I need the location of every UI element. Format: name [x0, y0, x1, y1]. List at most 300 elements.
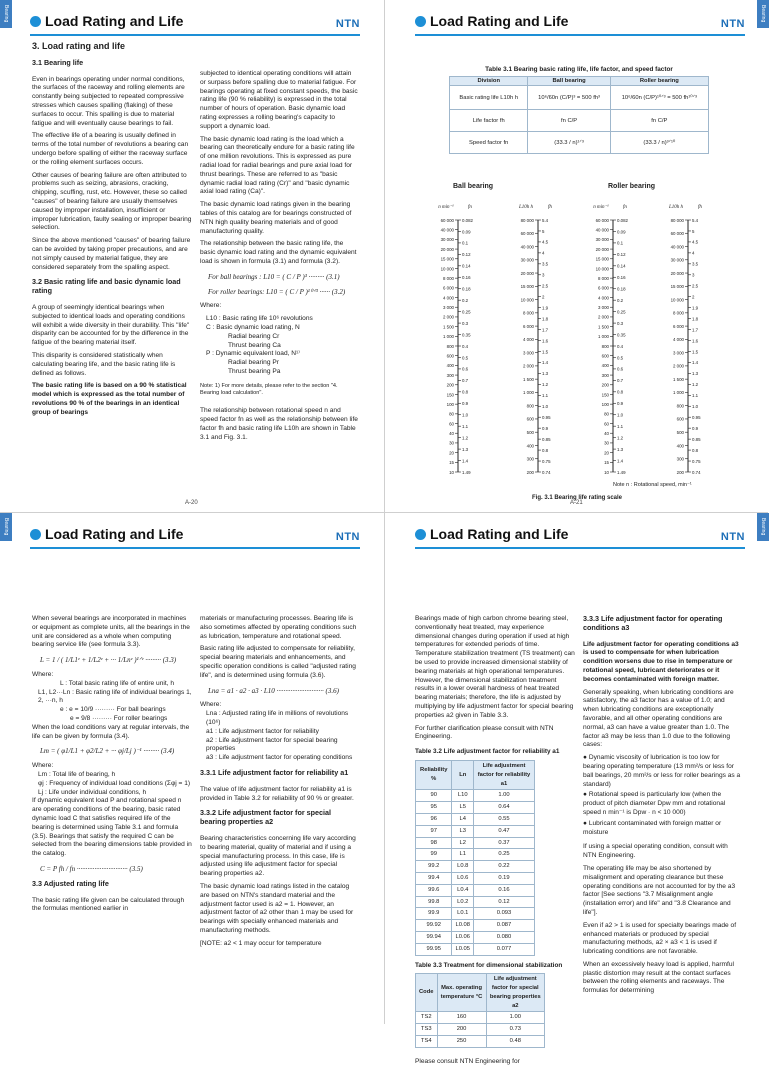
life-factor-scale-label: 5 [692, 228, 695, 234]
life-rating-scale [413, 180, 733, 492]
table-title: Table 3.1 Bearing basic rating life, life factor, and speed factor [485, 66, 673, 73]
speed-scale-label: 1 000 [598, 334, 609, 340]
life-factor-scale-label: 3 [542, 272, 545, 278]
speed-scale-label: 6 000 [598, 285, 609, 291]
table-cell: 99.9 [416, 908, 452, 920]
variable-list [206, 315, 358, 377]
paragraph: When several bearings are incorporated in machines or equipment as complete units, all the bearings in the unit are considered as a whole when computing bearing service life (see formula 3.3). [32, 615, 190, 649]
life-factor-scale-label: 1.8 [542, 316, 549, 322]
life-factor-scale-label: 0.95 [542, 415, 551, 421]
speed-factor-scale-label: 0.35 [617, 332, 626, 338]
paragraph: The relationship between rotational speed n and speed factor fn as well as the relationship between life factor fh and basic rating life L10h are shown in Table 3.1 and Fig. 3.1. [200, 407, 358, 441]
life-scale-label: 80 000 [520, 217, 534, 223]
speed-scale-label: 1 500 [443, 324, 454, 330]
page-header [30, 525, 360, 545]
scale-note: Note n : Rotational speed, min⁻¹ [613, 482, 692, 488]
paragraph: The relationship between the basic rating life, the basic dynamic load rating and the dynamic equivalent load is shown in formula (3.1) and formula (3.2). [200, 240, 357, 265]
life-factor-scale-label: 5 [542, 228, 545, 234]
speed-scale-label: 15 [449, 460, 454, 466]
table-cell: 0.12 [474, 896, 535, 908]
header-rule [415, 34, 745, 36]
speed-scale-label: 40 000 [440, 227, 454, 233]
speed-factor-scale-label: 0.8 [462, 389, 469, 395]
speed-factor-scale-label: 0.25 [617, 309, 626, 315]
table-cell: TS4 [416, 1036, 438, 1048]
row-label: Life factor fh [450, 110, 528, 132]
speed-factor-scale-label: 0.16 [462, 275, 471, 281]
variable-list [200, 701, 358, 763]
life-scale-label: 500 [676, 430, 684, 436]
life-scale-label: 1 000 [523, 390, 534, 396]
life-factor-scale-label: 5.4 [542, 217, 549, 223]
column-left [32, 42, 192, 421]
speed-factor-scale-label: 0.12 [462, 252, 471, 258]
life-factor-scale-label: 4 [542, 250, 545, 256]
scale-heading: L10h h [518, 205, 534, 210]
table-row [416, 896, 535, 908]
speed-factor-scale-label: 0.5 [462, 355, 469, 361]
speed-factor-scale-label: 1.2 [617, 435, 624, 441]
bullet-icon [415, 16, 426, 27]
table-cell: 0.55 [474, 813, 535, 825]
column-right [583, 615, 741, 1000]
ntn-logo: NTN [335, 18, 360, 30]
row-label: Speed factor fn [450, 132, 528, 154]
speed-factor-scale-label: 1.49 [617, 469, 626, 475]
page-header [30, 12, 360, 32]
speed-factor-scale-label: 0.082 [617, 217, 628, 223]
table-title: Table 3.3 Treatment for dimensional stabilization [415, 961, 563, 969]
table-row [416, 825, 535, 837]
page-title: Load Rating and Life [45, 526, 184, 542]
paragraph: The basic dynamic load ratings given in the bearing tables of this catalog are for bearings constructed of NTN high quality bearing materials and of good manufacturing quality. [200, 201, 352, 235]
table-title: Table 3.2 Life adjustment factor for reliability a1 [415, 748, 560, 756]
variable-item: L10 : Basic rating life 10⁶ revolutions [206, 315, 313, 323]
life-factor-scale-label: 1.3 [692, 371, 699, 377]
speed-factor-scale-label: 1.2 [462, 435, 469, 441]
life-factor-scale-label: 1.0 [692, 404, 699, 410]
table-cell: 99.8 [416, 896, 452, 908]
paragraph: materials or manufacturing processes. Bearing life is also sometimes affected by operating conditions such as lubrication, temperature and rotational speed. [200, 615, 357, 640]
reliability-table [415, 760, 535, 956]
table-cell: L2 [452, 837, 474, 849]
speed-factor-scale-label: 1.1 [462, 423, 469, 429]
speed-factor-scale-label: 0.4 [462, 343, 469, 349]
table-cell: 0.25 [474, 849, 535, 861]
speed-factor-scale-label: 1.3 [462, 446, 469, 452]
table-cell: L0.2 [452, 896, 474, 908]
life-scale-label: 4 000 [523, 337, 534, 343]
paragraph: Bearings made of high carbon chrome bearing steel, conventionally heat treated, may experience dimensional changes during operation if used at high temperatures for extended periods of time. Temperature stabilization treatment (TS treatment) can be used to provide increased dimensional stability of bearing materials at high operational temperatures. However, the dimensional stabilization treatment results in a lower overall hardness of heat treated bearing materials; therefore, the life is adjusted by multiplying by life adjustment factor for special bearing properties a2 given in Table 3.3. [415, 615, 575, 719]
life-factor-scale-label: 1.7 [692, 327, 699, 333]
speed-factor-scale-label: 0.6 [617, 366, 624, 372]
table-cell: 0.077 [474, 943, 535, 955]
life-factor-scale-label: 2.5 [542, 283, 549, 289]
life-factor-scale-label: 0.74 [692, 469, 701, 475]
life-factor-scale-label: 1.8 [692, 316, 699, 322]
table-cell: 98 [416, 837, 452, 849]
scale-heading: fn [468, 205, 472, 210]
table-cell: TS2 [416, 1012, 438, 1024]
table-cell: 99.4 [416, 872, 452, 884]
row-label: Basic rating life L10h h [450, 86, 528, 110]
variable-item: a3 : Life adjustment factor for operating conditions [206, 754, 353, 762]
life-factor-scale-label: 4 [692, 250, 695, 256]
paragraph: Since the above mentioned "causes" of bearing failure can be avoided by taking proper precautions, and are not simply caused by material fatigue, they are considered separately from the spalling aspect. [32, 237, 191, 271]
table-cell: L0.08 [452, 920, 474, 932]
column-right [200, 70, 358, 446]
speed-scale-label: 150 [601, 392, 609, 398]
life-factor-scale-label: 2 [692, 294, 695, 300]
life-factor-scale-label: 1.0 [542, 404, 549, 410]
paragraph: [NOTE: a2 < 1 may occur for temperature [200, 939, 322, 947]
paragraph: The basic rating life is based on a 90 % statistical model which is expressed as the total number of revolutions 90 % of the bearings in an identical group of bearings [32, 382, 187, 416]
speed-scale-label: 150 [446, 392, 454, 398]
speed-factor-scale-label: 1.3 [617, 446, 624, 452]
side-tab: Bearing [757, 513, 769, 541]
table-cell: L1 [452, 849, 474, 861]
paragraph: The basic dynamic load ratings listed in the catalog are based on NTN's standard material and the adjustment factor used is a2 = 1. However, an adjustment factor of a2 other than 1 may be used for bearings with specially enhanced materials and manufacturing methods. [200, 882, 354, 934]
paragraph: Basic rating life adjusted to compensate for reliability, special bearing materials and enhancements, and specific operation conditions is called "adjusted rating life", and is determined using formula (3.6). [200, 645, 356, 679]
side-tab: Bearing [0, 0, 12, 28]
formula-3-1: For ball bearings : L10 = ( C / P )³ ········· (3.1) [208, 272, 340, 281]
life-factor-scale-label: 0.95 [692, 415, 701, 421]
speed-scale-label: 400 [446, 363, 454, 369]
speed-factor-scale-label: 0.6 [462, 366, 469, 372]
life-factor-scale-label: 0.8 [692, 447, 699, 453]
speed-scale-label: 80 [449, 411, 454, 417]
cell: 10⁶/60n (C/P)¹⁰ᐟ³ = 500 fh¹⁰ᐟ³ [610, 86, 708, 110]
table-row [416, 920, 535, 932]
paragraph: The operating life may be also shortened by misalignment and operating clearance but these operating conditions are not accounted for by the a3 factor [See sections "3.7 Misalignment angle (installation error) and life" and "3.8 Clearance and life"]. [583, 864, 736, 916]
column-header: Life adjustment factor for reliability a1 [474, 760, 535, 789]
speed-factor-scale-label: 0.14 [617, 263, 626, 269]
table-cell: 0.093 [474, 908, 535, 920]
table-row [416, 908, 535, 920]
speed-scale-label: 60 000 [440, 217, 454, 223]
rating-table [449, 76, 709, 154]
table-row [416, 790, 535, 802]
table-cell: L0.05 [452, 943, 474, 955]
table-cell: 0.080 [474, 931, 535, 943]
page-a22 [0, 513, 384, 1025]
cell: (33.3 / n)¹ᐟ³ [528, 132, 610, 154]
column-left [415, 615, 575, 1071]
speed-factor-scale-label: 0.09 [617, 229, 626, 235]
column-header: Reliability % [416, 760, 452, 789]
table-cell: L10 [452, 790, 474, 802]
speed-factor-scale-label: 1.1 [617, 423, 624, 429]
list-item-text: Dynamic viscosity of lubrication is too low for bearing operating temperature (13 mm²/s or less for ball bearings, 20 mm²/s or less for roller bearings as a standard) [583, 754, 741, 788]
stabilization-table [415, 973, 545, 1048]
life-scale-label: 15 000 [520, 284, 534, 290]
variable-item: φj : Frequency of individual load conditions (Σφj = 1) [38, 779, 191, 787]
speed-factor-scale-label: 1.4 [617, 458, 624, 464]
variable-item: Lj : Life under individual conditions, h [38, 788, 147, 796]
speed-factor-scale-label: 0.09 [462, 229, 471, 235]
list-item-text: Lubricant contaminated with foreign matter or moisture [583, 819, 722, 836]
life-factor-scale-label: 3 [692, 272, 695, 278]
table-cell: 1.00 [474, 790, 535, 802]
life-factor-scale-label: 0.85 [542, 436, 551, 442]
life-scale-label: 800 [526, 403, 534, 409]
life-scale-label: 20 000 [520, 270, 534, 276]
life-factor-scale-label: 0.74 [542, 469, 551, 475]
life-factor-scale-label: 1.7 [542, 327, 549, 333]
table-cell: L4 [452, 813, 474, 825]
scale-heading: n min⁻¹ [593, 205, 609, 210]
table-row [416, 802, 535, 814]
table-cell: 0.47 [474, 825, 535, 837]
speed-scale-label: 4 000 [598, 295, 609, 301]
side-tab: Bearing [0, 513, 12, 541]
life-factor-scale-label: 4.5 [692, 239, 699, 245]
list-item: ● Dynamic viscosity of lubrication is too low for bearing operating temperature (13 mm²/s or less for ball bearings, 20 mm²/s or less for roller bearings as a standard) [583, 754, 741, 788]
life-scale-label: 1 000 [673, 390, 684, 396]
table-cell: L3 [452, 825, 474, 837]
speed-scale-label: 800 [601, 343, 609, 349]
life-scale-label: 8 000 [673, 310, 684, 316]
table-cell: 0.16 [474, 884, 535, 896]
scale-svg [413, 180, 733, 480]
formula-3-3: L = 1 / ( 1/L1ᵉ + 1/L2ᵉ + ··· 1/Lnᵉ )¹ᐟᵉ ········· (3.3) [40, 656, 177, 665]
table-row [416, 1036, 545, 1048]
table-cell: L0.6 [452, 872, 474, 884]
subsection-heading: 3.3.3 Life adjustment factor for operating conditions a3 [583, 614, 723, 632]
speed-factor-scale-label: 0.16 [617, 275, 626, 281]
paragraph: Generally speaking, when lubricating conditions are satisfactory, the a3 factor has a value of 1.0; and when lubricating conditions are exceptionally favorable, and all other operating conditions are normal, a3 can have a value greater than 1.0. The factor a3 may be less than 1.0 due to the following cases: [583, 688, 734, 749]
life-factor-scale-label: 5.4 [692, 217, 699, 223]
speed-scale-label: 6 000 [443, 285, 454, 291]
list-item-text: Rotational speed is particularly low (when the product of pitch diameter Dpw mm and rotational speed n min⁻¹ is Dpw · n < 10 000) [583, 791, 726, 816]
life-factor-scale-label: 3.5 [542, 261, 549, 267]
life-scale-label: 3 000 [673, 350, 684, 356]
speed-scale-label: 30 [449, 440, 454, 446]
header-rule [30, 34, 360, 36]
speed-scale-label: 30 000 [440, 237, 454, 243]
speed-scale-label: 15 [604, 460, 609, 466]
formula-3-4: Lm = ( φ1/L1 + φ2/L2 + ··· φj/Lj )⁻¹ ········· (3.4) [40, 747, 175, 756]
bullet-icon [415, 529, 426, 540]
table-cell: 0.64 [474, 802, 535, 814]
speed-factor-scale-label: 0.1 [462, 240, 469, 246]
life-scale-label: 10 000 [520, 297, 534, 303]
variable-item: Radial bearing Cr [228, 332, 280, 340]
scale-heading: fn [623, 205, 627, 210]
life-scale-label: 600 [526, 416, 534, 422]
life-factor-scale-label: 0.85 [692, 436, 701, 442]
column-header: Max. operating temperature °C [437, 974, 486, 1012]
page-number: A-21 [570, 500, 583, 506]
speed-factor-scale-label: 0.9 [617, 401, 624, 407]
paragraph: If dynamic equivalent load P and rotational speed n are operating conditions of the bearing, basic rated dynamic load C that satisfies required life of the bearing is determined using Table 3.1 and formula (3.5). Bearings that satisfy the required C can be selected from the bearing dimensions table provided in the catalog. [32, 797, 192, 858]
table-cell: 0.37 [474, 837, 535, 849]
paragraph: When an excessively heavy load is applied, harmful plastic distortion may result at the contact surfaces between the rolling elements and raceways. The formulas for determining [583, 960, 735, 995]
speed-scale-label: 1 000 [443, 334, 454, 340]
speed-scale-label: 200 [446, 382, 454, 388]
speed-factor-scale-label: 0.1 [617, 240, 624, 246]
life-scale-label: 1 500 [673, 376, 684, 382]
life-scale-label: 4 000 [673, 337, 684, 343]
speed-factor-scale-label: 1.4 [462, 458, 469, 464]
speed-scale-label: 600 [601, 353, 609, 359]
life-scale-label: 60 000 [670, 231, 684, 237]
speed-scale-label: 300 [446, 372, 454, 378]
subsection-heading: 3.3 Adjusted rating life [32, 878, 109, 888]
life-scale-label: 15 000 [670, 284, 684, 290]
speed-scale-label: 10 000 [595, 266, 609, 272]
speed-scale-label: 2 000 [443, 314, 454, 320]
speed-scale-label: 15 000 [440, 256, 454, 262]
speed-factor-scale-label: 1.0 [617, 412, 624, 418]
life-scale-label: 30 000 [520, 257, 534, 263]
life-factor-scale-label: 2 [542, 294, 545, 300]
speed-scale-label: 400 [601, 363, 609, 369]
ntn-logo: NTN [335, 531, 360, 543]
table-cell: 96 [416, 813, 452, 825]
header-rule [30, 547, 360, 549]
speed-factor-scale-label: 0.8 [617, 389, 624, 395]
life-factor-scale-label: 0.9 [692, 425, 699, 431]
life-factor-scale-label: 1.9 [692, 305, 699, 311]
paragraph: A group of seemingly identical bearings when subjected to identical loads and operating conditions will exhibit a wide diversity in their durability. This "life" disparity can be accounted for by the difference in the fatigue of the bearing material itself. [32, 303, 190, 347]
paragraph: Even if a2 > 1 is used for specialty bearings made of enhanced materials or produced by special manufacturing methods, a2 × a3 < 1 is used if lubricating conditions are not favorable. [583, 921, 737, 956]
page-header [415, 12, 745, 32]
table-row [416, 837, 535, 849]
variable-item: a1 : Life adjustment factor for reliability [206, 727, 319, 735]
page-a20 [0, 0, 384, 512]
footnote: Note: 1) For more details, please refer to the section "4. Bearing load calculation". [200, 382, 338, 396]
table-cell: 0.22 [474, 861, 535, 873]
life-factor-scale-label: 1.5 [542, 349, 549, 355]
table-cell: 99.95 [416, 943, 452, 955]
paragraph: When the load conditions vary at regular intervals, the life can be given by formula (3.4). [32, 723, 190, 740]
speed-factor-scale-label: 0.25 [462, 309, 471, 315]
paragraph: subjected to identical operating conditions will attain or surpass before spalling due to material fatigue. For bearings operating at fixed constant speeds, the basic rating life (90 % reliability) is expressed in the total number of hours of operation. Basic dynamic load rating expresses a rolling bearing's capacity to support a dynamic load. [200, 70, 358, 130]
paragraph: The value of life adjustment factor for reliability a1 is provided in Table 3.2 for reliability of 90 % or greater. [200, 785, 354, 802]
variable-item: Where: [200, 701, 222, 709]
table-cell: 99 [416, 849, 452, 861]
table-row [416, 813, 535, 825]
life-factor-scale-label: 0.75 [542, 458, 551, 464]
column-header: Roller bearing [610, 77, 708, 86]
speed-factor-scale-label: 1.49 [462, 469, 471, 475]
paragraph: The effective life of a bearing is usually defined in terms of the total number of revolutions a bearing can undergo before spalling of either the raceway surface or the rolling element surfaces occurs. [32, 132, 189, 166]
roller-bearing-title: Roller bearing [608, 183, 656, 190]
side-tab: Bearing [757, 0, 769, 28]
life-scale-label: 200 [526, 469, 534, 475]
speed-factor-scale-label: 0.7 [617, 378, 624, 384]
table-row [416, 943, 535, 955]
speed-scale-label: 80 [604, 411, 609, 417]
table-row [416, 849, 535, 861]
paragraph: Even in bearings operating under normal conditions, the surfaces of the raceway and rolling elements are constantly being subjected to repeated compressive stresses which causes spalling (flaking) of these surfaces to occur. This spalling is due to material fatigue and will eventually cause bearings to fail. [32, 75, 185, 127]
speed-factor-scale-label: 0.14 [462, 263, 471, 269]
column-header: Ln [452, 760, 474, 789]
speed-scale-label: 30 [604, 440, 609, 446]
paragraph: The basic rating life given can be calculated through the formulas mentioned earlier in [32, 896, 185, 913]
speed-scale-label: 600 [446, 353, 454, 359]
page-header [415, 525, 745, 545]
table-cell: L5 [452, 802, 474, 814]
life-scale-label: 400 [526, 443, 534, 449]
table-cell: 250 [437, 1036, 486, 1048]
speed-factor-scale-label: 0.3 [462, 320, 469, 326]
list-item: ● Lubricant contaminated with foreign matter or moisture [583, 819, 722, 836]
life-factor-scale-label: 1.6 [542, 338, 549, 344]
speed-factor-scale-label: 1.0 [462, 412, 469, 418]
formula-3-5: C = P fh / fn ····························· (3.5) [40, 864, 143, 873]
life-scale-label: 500 [526, 430, 534, 436]
table-cell: 99.94 [416, 931, 452, 943]
life-factor-scale-label: 4.5 [542, 239, 549, 245]
table-cell: 200 [437, 1024, 486, 1036]
life-factor-scale-label: 1.9 [542, 305, 549, 311]
speed-scale-label: 4 000 [443, 295, 454, 301]
column-right [200, 615, 358, 953]
variable-item: Lm : Total life of bearing, h [38, 770, 116, 778]
table-cell: 1.00 [486, 1012, 544, 1024]
speed-factor-scale-label: 0.2 [617, 297, 624, 303]
paragraph: Please consult NTN Engineering for [415, 1057, 520, 1065]
speed-scale-label: 100 [601, 401, 609, 407]
variable-item: Thrust bearing Pa [228, 367, 281, 375]
variable-item: P : Dynamic equivalent load, N¹⁾ [206, 350, 300, 358]
speed-scale-label: 20 000 [440, 246, 454, 252]
variable-item: a2 : Life adjustment factor for special bearing properties [206, 736, 338, 753]
life-factor-scale-label: 0.8 [542, 447, 549, 453]
formula-3-6: Lna = a1 · a2 · a3 · L10 ··························· (3.6) [208, 686, 339, 695]
life-scale-label: 6 000 [523, 323, 534, 329]
life-scale-label: 2 000 [673, 363, 684, 369]
speed-scale-label: 20 [604, 450, 609, 456]
speed-factor-scale-label: 0.082 [462, 217, 473, 223]
variable-item: L : Total basic rating life of entire unit, h [60, 679, 174, 687]
cell: 10⁶/60n (C/P)³ = 500 fh³ [528, 86, 610, 110]
speed-factor-scale-label: 0.7 [462, 378, 469, 384]
life-scale-label: 600 [676, 416, 684, 422]
life-scale-label: 60 000 [520, 231, 534, 237]
life-factor-scale-label: 1.1 [542, 393, 549, 399]
page-a21 [385, 0, 769, 512]
scale-heading: fh [548, 205, 552, 210]
life-factor-scale-label: 1.1 [692, 393, 699, 399]
formula-3-2: For roller bearings: L10 = ( C / P )¹⁰ᐟ³ ······ (3.2) [208, 287, 346, 296]
life-scale-label: 10 000 [670, 297, 684, 303]
cell: (33.3 / n)³ᐟ¹⁰ [610, 132, 708, 154]
speed-factor-scale-label: 0.9 [462, 401, 469, 407]
paragraph: This disparity is considered statistically when calculating bearing life, and the basic rating life is defined as follows. [32, 351, 176, 377]
life-scale-label: 20 000 [670, 270, 684, 276]
table-cell: L0.06 [452, 931, 474, 943]
table-row [416, 931, 535, 943]
where-label: Where: [200, 302, 222, 310]
life-factor-scale-label: 0.9 [542, 425, 549, 431]
paragraph: If using a special operating condition, consult with NTN Engineering. [583, 843, 728, 860]
life-scale-label: 30 000 [670, 257, 684, 263]
variable-item: Where: [32, 762, 54, 770]
page-a23 [385, 513, 769, 1065]
variable-item: Thrust bearing Ca [228, 341, 281, 349]
life-scale-label: 1 500 [523, 376, 534, 382]
speed-scale-label: 15 000 [595, 256, 609, 262]
variable-list [32, 762, 192, 797]
bullet-icon [30, 529, 41, 540]
speed-factor-scale-label: 0.12 [617, 252, 626, 258]
life-scale-label: 300 [526, 456, 534, 462]
life-factor-scale-label: 1.4 [692, 360, 699, 366]
speed-factor-scale-label: 0.18 [462, 286, 471, 292]
